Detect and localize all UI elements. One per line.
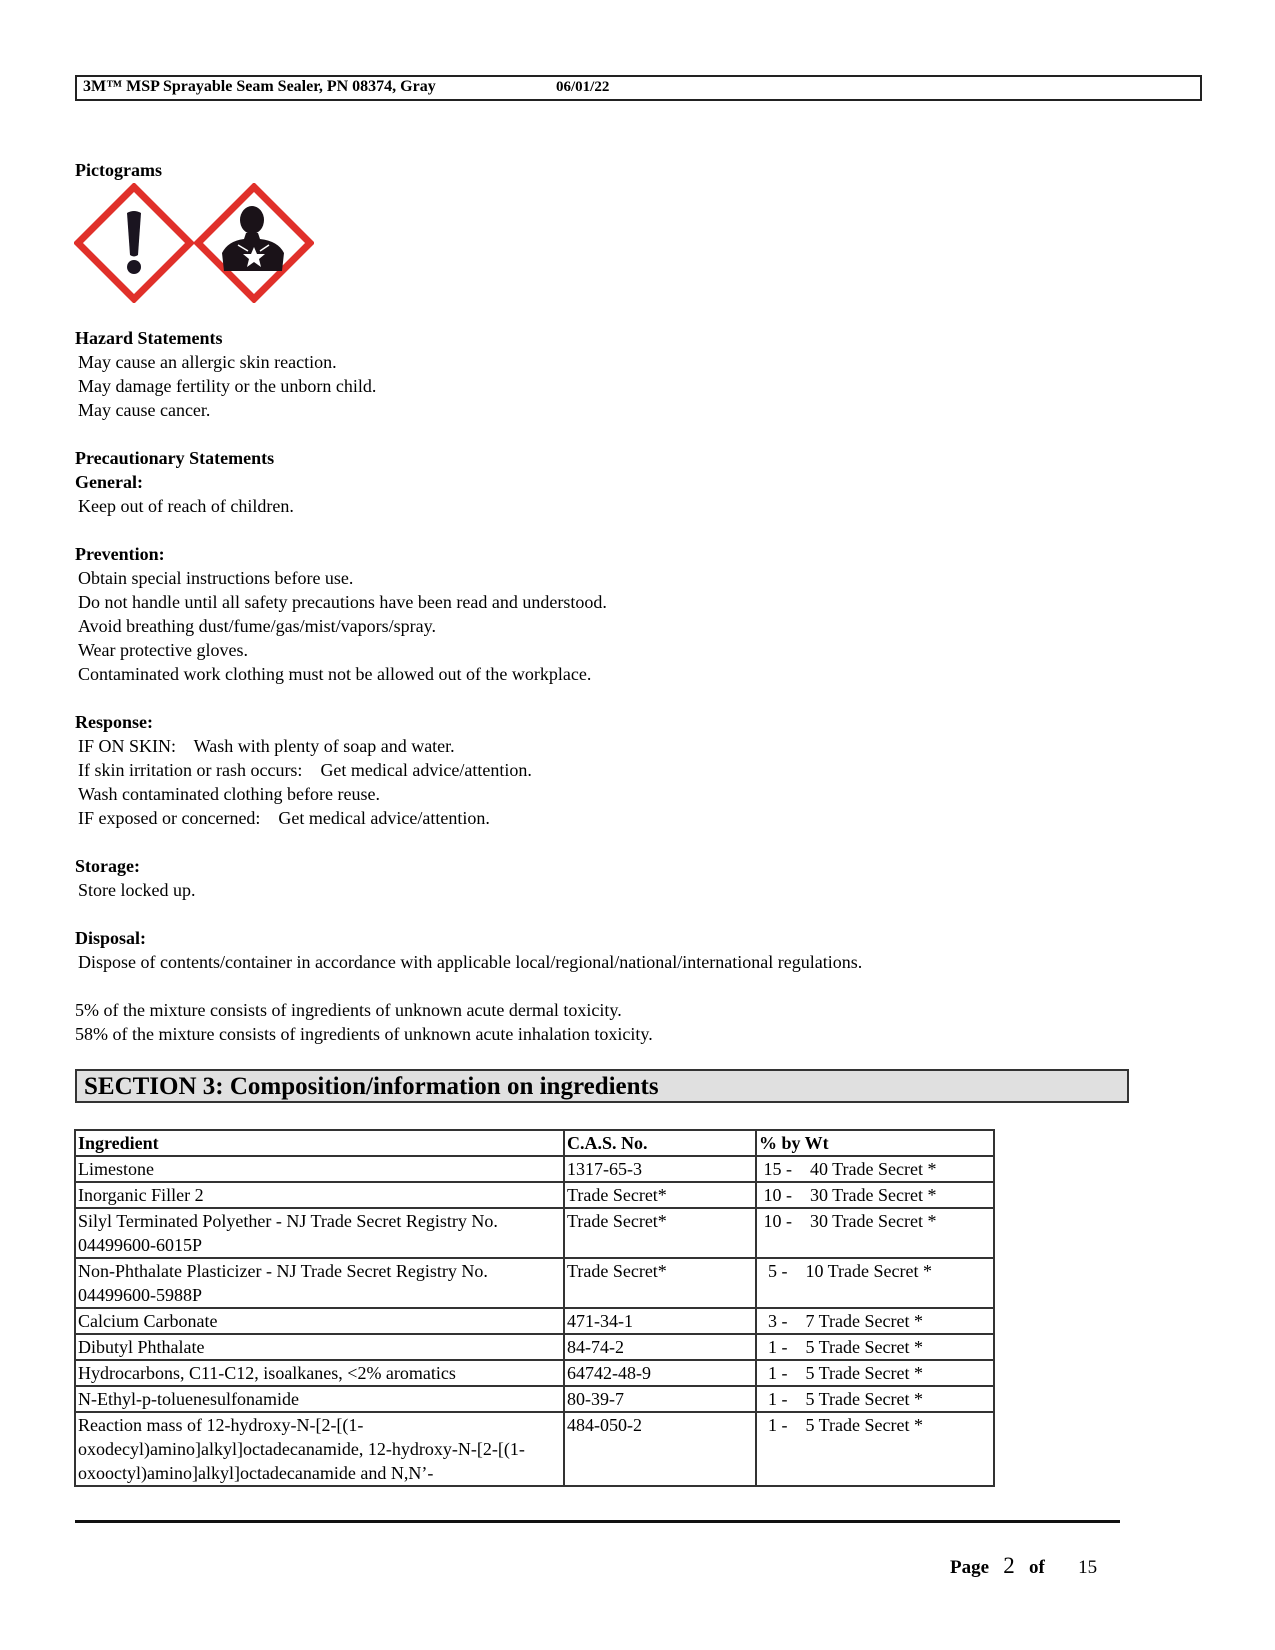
disposal-statement: Dispose of contents/container in accordance with applicable local/regional/national/international regulations.	[78, 952, 863, 972]
prevention-heading: Prevention:	[75, 544, 165, 564]
disposal-block	[75, 926, 862, 974]
wt-cell: 1 - 5 Trade Secret *	[756, 1360, 994, 1386]
current-page: 2	[1003, 1553, 1015, 1578]
revision-date: 06/01/22	[556, 79, 610, 95]
ingredient-cell: N-Ethyl-p-toluenesulfonamide	[75, 1386, 564, 1412]
prevention-statement: Contaminated work clothing must not be allowed out of the workplace.	[78, 664, 592, 684]
table-header-row	[75, 1130, 994, 1156]
disposal-heading: Disposal:	[75, 928, 147, 948]
hazard-statements	[75, 326, 376, 422]
page-label: Page	[950, 1557, 990, 1578]
page-number	[950, 1553, 1097, 1579]
of-label: of	[1029, 1557, 1045, 1578]
cas-cell: 1317-65-3	[564, 1156, 756, 1182]
storage-statement: Store locked up.	[78, 880, 196, 900]
general-heading: General:	[75, 472, 143, 492]
ingredient-cell: Hydrocarbons, C11-C12, isoalkanes, <2% aromatics	[75, 1360, 564, 1386]
prevention-statement: Avoid breathing dust/fume/gas/mist/vapors/spray.	[78, 616, 436, 636]
wt-cell: 10 - 30 Trade Secret *	[756, 1208, 994, 1258]
wt-cell: 5 - 10 Trade Secret *	[756, 1258, 994, 1308]
total-pages: 15	[1078, 1557, 1098, 1578]
storage-heading: Storage:	[75, 856, 140, 876]
cas-cell: 80-39-7	[564, 1386, 756, 1412]
response-statement: Wash contaminated clothing before reuse.	[78, 784, 380, 804]
prevention-statement: Wear protective gloves.	[78, 640, 248, 660]
product-title: 3M™ MSP Sprayable Seam Sealer, PN 08374, Gray	[83, 78, 436, 95]
cas-cell: 484-050-2	[564, 1412, 756, 1486]
response-statement: IF exposed or concerned: Get medical advice/attention.	[78, 808, 490, 828]
prevention-statement: Do not handle until all safety precautions have been read and understood.	[78, 592, 607, 612]
wt-cell: 1 - 5 Trade Secret *	[756, 1334, 994, 1360]
toxicity-note: 5% of the mixture consists of ingredients of unknown acute dermal toxicity.	[75, 1000, 622, 1020]
wt-cell: 1 - 5 Trade Secret *	[756, 1386, 994, 1412]
wt-cell: 15 - 40 Trade Secret *	[756, 1156, 994, 1182]
ingredient-cell: Non-Phthalate Plasticizer - NJ Trade Secret Registry No. 04499600-5988P	[75, 1258, 564, 1308]
table-row	[75, 1386, 994, 1412]
column-header-ingredient: Ingredient	[75, 1130, 564, 1156]
hazard-statements-heading: Hazard Statements	[75, 328, 223, 348]
exclamation-mark-pictogram-icon	[74, 183, 194, 303]
section-3-title: SECTION 3: Composition/information on ingredients	[84, 1073, 659, 1100]
wt-cell: 1 - 5 Trade Secret *	[756, 1412, 994, 1486]
column-header-wt: % by Wt	[756, 1130, 994, 1156]
toxicity-note: 58% of the mixture consists of ingredients of unknown acute inhalation toxicity.	[75, 1024, 653, 1044]
pictograms-heading: Pictograms	[75, 160, 162, 180]
ingredient-cell: Silyl Terminated Polyether - NJ Trade Secret Registry No. 04499600-6015P	[75, 1208, 564, 1258]
footer-divider	[75, 1520, 1120, 1523]
health-hazard-pictogram-icon	[194, 183, 314, 303]
ingredient-cell: Reaction mass of 12-hydroxy-N-[2-[(1-oxodecyl)amino]alkyl]octadecanamide, 12-hydroxy-N-[2-[(1-oxooctyl)amino]alkyl]octadecanamide and N,N’-	[75, 1412, 564, 1486]
response-statement: IF ON SKIN: Wash with plenty of soap and water.	[78, 736, 455, 756]
cas-cell: Trade Secret*	[564, 1182, 756, 1208]
precautionary-statements-heading: Precautionary Statements	[75, 448, 275, 468]
table-row	[75, 1334, 994, 1360]
ingredient-cell: Limestone	[75, 1156, 564, 1182]
cas-cell: Trade Secret*	[564, 1208, 756, 1258]
toxicity-notes	[75, 998, 653, 1046]
general-statement: Keep out of reach of children.	[78, 496, 294, 516]
table-row	[75, 1412, 994, 1486]
table-row	[75, 1182, 994, 1208]
column-header-cas: C.A.S. No.	[564, 1130, 756, 1156]
ingredient-cell: Calcium Carbonate	[75, 1308, 564, 1334]
response-block	[75, 710, 532, 830]
ingredient-cell: Inorganic Filler 2	[75, 1182, 564, 1208]
hazard-statement: May damage fertility or the unborn child.	[78, 376, 377, 396]
table-row	[75, 1360, 994, 1386]
table-row	[75, 1258, 994, 1308]
hazard-statement: May cause cancer.	[78, 400, 211, 420]
table-row	[75, 1308, 994, 1334]
table-row	[75, 1208, 994, 1258]
prevention-statement: Obtain special instructions before use.	[78, 568, 354, 588]
precautionary-statements	[75, 446, 294, 518]
storage-block	[75, 854, 195, 902]
cas-cell: 64742-48-9	[564, 1360, 756, 1386]
ingredients-table	[74, 1129, 995, 1487]
cas-cell: 84-74-2	[564, 1334, 756, 1360]
cas-cell: 471-34-1	[564, 1308, 756, 1334]
prevention-block	[75, 542, 607, 686]
response-heading: Response:	[75, 712, 154, 732]
hazard-statement: May cause an allergic skin reaction.	[78, 352, 337, 372]
response-statement: If skin irritation or rash occurs: Get medical advice/attention.	[78, 760, 532, 780]
cas-cell: Trade Secret*	[564, 1258, 756, 1308]
document-header	[75, 75, 1202, 101]
wt-cell: 10 - 30 Trade Secret *	[756, 1182, 994, 1208]
section-3-header	[75, 1069, 1129, 1103]
wt-cell: 3 - 7 Trade Secret *	[756, 1308, 994, 1334]
ingredient-cell: Dibutyl Phthalate	[75, 1334, 564, 1360]
table-row	[75, 1156, 994, 1182]
